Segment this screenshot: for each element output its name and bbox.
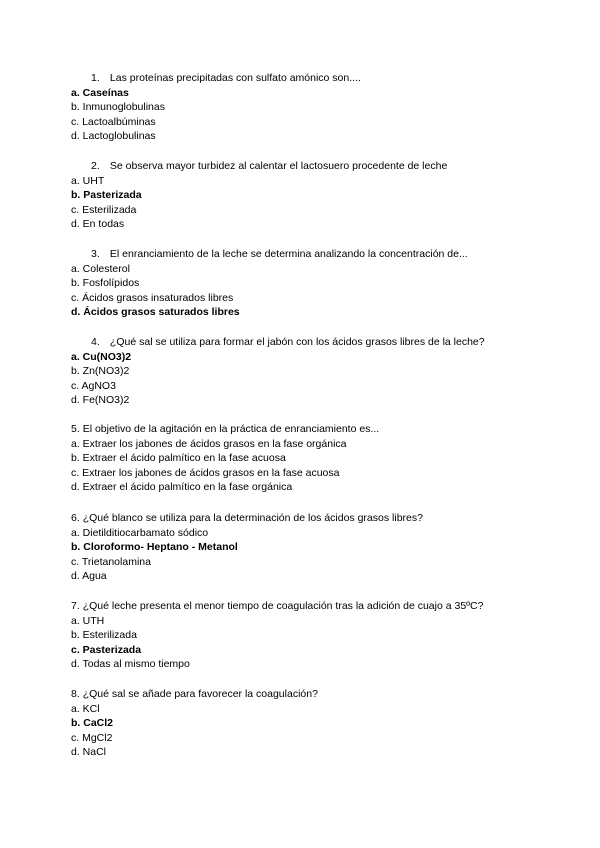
option: a. UTH — [71, 614, 105, 627]
option-correct: b. CaCl2 — [71, 717, 114, 730]
option: c. Esterilizada — [71, 203, 137, 216]
option: b. Zn(NO3)2 — [71, 365, 130, 378]
option-correct: d. Ácidos grasos saturados libres — [71, 306, 240, 319]
option: d. Agua — [71, 570, 107, 583]
option: d. Lactoglobulinas — [71, 130, 156, 143]
question-number: 6. — [71, 512, 80, 524]
option: d. En todas — [71, 218, 125, 231]
option: a. Extraer los jabones de ácidos grasos en la fase orgánica — [71, 437, 347, 450]
question-5 — [71, 422, 571, 495]
question-text: ¿Qué blanco se utiliza para la determinación de los ácidos grasos libres? — [82, 512, 423, 524]
question-number: 3. — [91, 248, 100, 260]
question-stem — [71, 511, 571, 526]
question-text: ¿Qué leche presenta el menor tiempo de coagulación tras la adición de cuajo a 35ºC? — [82, 600, 484, 612]
option-correct: b. Pasterizada — [71, 189, 142, 202]
question-stem — [71, 335, 571, 350]
option: a. Colesterol — [71, 262, 130, 275]
question-number: 1. — [91, 72, 100, 84]
option: a. KCl — [71, 702, 100, 715]
question-4 — [71, 335, 571, 408]
question-number: 8. — [71, 688, 80, 700]
question-number: 5. — [71, 423, 80, 435]
question-stem — [71, 71, 571, 86]
question-stem — [71, 422, 571, 437]
question-number: 2. — [91, 160, 100, 172]
question-6 — [71, 511, 571, 584]
option: d. Extraer el ácido palmítico en la fase orgánica — [71, 481, 293, 494]
question-text: ¿Qué sal se añade para favorecer la coagulación? — [82, 688, 318, 700]
question-text: ¿Qué sal se utiliza para formar el jabón con los ácidos grasos libres de la leche? — [109, 336, 485, 348]
option: b. Esterilizada — [71, 629, 137, 642]
option: b. Inmunoglobulinas — [71, 101, 165, 114]
question-text: El enranciamiento de la leche se determina analizando la concentración de... — [109, 248, 468, 260]
option-correct: c. Pasterizada — [71, 643, 142, 656]
question-text: Las proteínas precipitadas con sulfato amónico son.... — [109, 72, 361, 84]
question-stem — [71, 159, 571, 174]
question-text: El objetivo de la agitación en la práctica de enranciamiento es... — [82, 423, 380, 435]
question-text: Se observa mayor turbidez al calentar el lactosuero procedente de leche — [109, 160, 448, 172]
question-stem — [71, 599, 571, 614]
option: d. NaCl — [71, 746, 107, 759]
option: b. Extraer el ácido palmítico en la fase acuosa — [71, 452, 286, 465]
option: c. Trietanolamina — [71, 555, 151, 568]
option: b. Fosfolípidos — [71, 277, 140, 290]
question-7 — [71, 599, 571, 672]
option: c. Lactoalbúminas — [71, 115, 156, 128]
option: a. Dietilditiocarbamato sódico — [71, 526, 209, 539]
option: c. Extraer los jabones de ácidos grasos en la fase acuosa — [71, 466, 340, 479]
question-1 — [71, 71, 571, 144]
option: c. MgCl2 — [71, 731, 113, 744]
question-number: 7. — [71, 600, 80, 612]
option: c. Ácidos grasos insaturados libres — [71, 291, 234, 304]
question-8 — [71, 687, 571, 760]
option: c. AgNO3 — [71, 379, 116, 392]
option: d. Todas al mismo tiempo — [71, 658, 190, 671]
question-stem — [71, 687, 571, 702]
option: d. Fe(NO3)2 — [71, 394, 130, 407]
option-correct: a. Cu(NO3)2 — [71, 350, 132, 363]
question-3 — [71, 247, 571, 320]
option-correct: b. Cloroformo- Heptano - Metanol — [71, 541, 238, 554]
question-stem — [71, 247, 571, 262]
option: a. UHT — [71, 174, 105, 187]
option-correct: a. Caseínas — [71, 86, 129, 99]
question-2 — [71, 159, 571, 232]
question-number: 4. — [91, 336, 100, 348]
